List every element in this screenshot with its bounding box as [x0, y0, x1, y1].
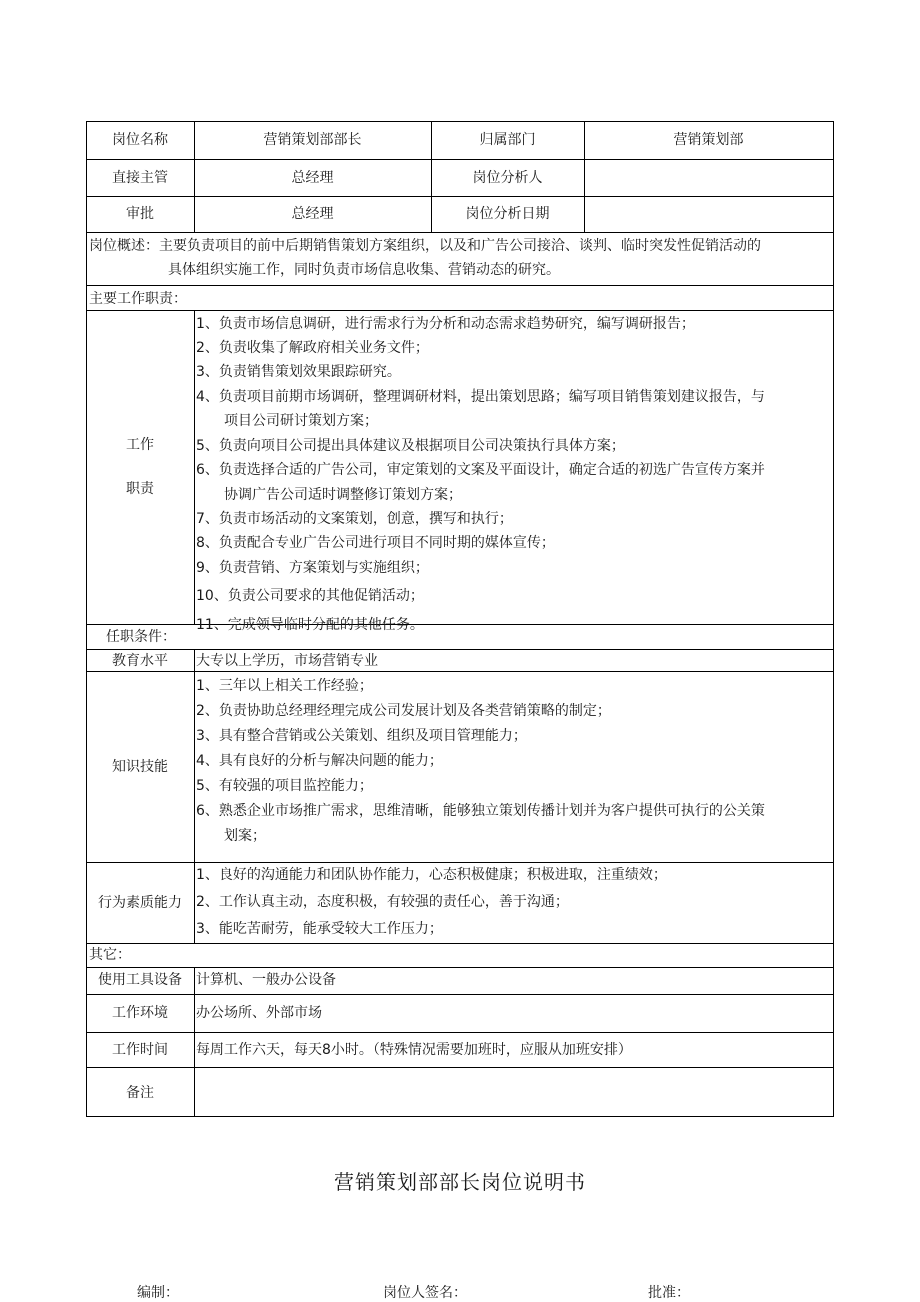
- value-approval: 总经理: [291, 206, 334, 222]
- value-environment: 办公场所、外部市场: [196, 1005, 322, 1021]
- skill-item-continued: 划案；: [224, 828, 266, 844]
- behavior-item: 3、能吃苦耐劳，能承受较大工作压力；: [196, 921, 443, 937]
- duty-item: 9、负责营销、方案策划与实施组织；: [196, 560, 429, 576]
- skill-item: 3、具有整合营销或公关策划、组织及项目管理能力；: [196, 728, 527, 744]
- skill-item: 6、熟悉企业市场推广需求，思维清晰，能够独立策划传播计划并为客户提供可执行的公关策: [196, 803, 765, 819]
- signature-approver: 批准：: [648, 1285, 690, 1301]
- overview-line-1: 岗位概述：主要负责项目的前中后期销售策划方案组织，以及和广告公司接洽、谈判、临时突发性促销活动的: [89, 238, 761, 254]
- label-behavior: 行为素质能力: [98, 895, 182, 911]
- label-analysis-date: 岗位分析日期: [465, 206, 550, 222]
- duty-item: 8、负责配合专业广告公司进行项目不同时期的媒体宣传；: [196, 535, 555, 551]
- label-hours: 工作时间: [112, 1042, 168, 1058]
- duty-item-continued: 协调广告公司适时调整修订策划方案；: [224, 487, 462, 503]
- value-hours: 每周工作六天，每天8小时。（特殊情况需要加班时，应服从加班安排）: [196, 1042, 632, 1058]
- value-education: 大专以上学历，市场营销专业: [196, 653, 378, 669]
- duty-item: 3、负责销售策划效果跟踪研究。: [196, 364, 401, 380]
- label-department: 归属部门: [479, 132, 536, 148]
- other-section-title: 其它：: [89, 947, 131, 963]
- overview-line-2: 具体组织实施工作，同时负责市场信息收集、营销动态的研究。: [168, 262, 560, 278]
- duty-item: 5、负责向项目公司提出具体建议及根据项目公司决策执行具体方案；: [196, 438, 625, 454]
- duties-section-title: 主要工作职责：: [89, 291, 187, 307]
- duties-label-line-1: 工作: [126, 437, 154, 453]
- label-job-title: 岗位名称: [112, 132, 168, 148]
- label-environment: 工作环境: [112, 1005, 168, 1021]
- label-remarks: 备注: [126, 1085, 154, 1101]
- signature-author: 编制：: [137, 1285, 179, 1301]
- document-title: 营销策划部部长岗位说明书: [334, 1170, 586, 1194]
- skill-item: 1、三年以上相关工作经验；: [196, 678, 373, 694]
- duty-item: 4、负责项目前期市场调研，整理调研材料，提出策划思路；编写项目销售策划建议报告，与: [196, 389, 765, 405]
- skill-item: 2、负责协助总经理经理完成公司发展计划及各类营销策略的制定；: [196, 703, 611, 719]
- duty-item-clipped: [196, 616, 796, 633]
- value-supervisor: 总经理: [291, 170, 334, 186]
- value-tools: 计算机、一般办公设备: [196, 972, 336, 988]
- behavior-item: 2、工作认真主动，态度积极，有较强的责任心，善于沟通；: [196, 894, 569, 910]
- label-tools: 使用工具设备: [98, 972, 182, 988]
- duty-item: 10、负责公司要求的其他促销活动；: [196, 588, 424, 604]
- duty-item: 7、负责市场活动的文案策划，创意，撰写和执行；: [196, 511, 513, 527]
- signature-holder: 岗位人签名：: [383, 1285, 467, 1301]
- label-skills: 知识技能: [112, 759, 168, 775]
- duty-item-continued: 项目公司研讨策划方案；: [224, 413, 378, 429]
- skill-item: 5、有较强的项目监控能力；: [196, 778, 373, 794]
- duty-item: 11、完成领导临时分配的其他任务。: [196, 617, 424, 633]
- behavior-item: 1、良好的沟通能力和团队协作能力，心态积极健康；积极进取，注重绩效；: [196, 867, 667, 883]
- label-supervisor: 直接主管: [112, 170, 168, 186]
- duty-item: 1、负责市场信息调研，进行需求行为分析和动态需求趋势研究，编写调研报告；: [196, 316, 695, 332]
- skill-item: 4、具有良好的分析与解决问题的能力；: [196, 753, 443, 769]
- duties-label-line-2: 职责: [126, 481, 154, 497]
- qualifications-section-title: 任职条件：: [106, 629, 176, 645]
- label-analyst: 岗位分析人: [472, 170, 543, 186]
- duty-item: 6、负责选择合适的广告公司，审定策划的文案及平面设计，确定合适的初选广告宣传方案并: [196, 462, 765, 478]
- value-job-title: 营销策划部部长: [263, 132, 362, 148]
- label-education: 教育水平: [112, 653, 168, 669]
- value-department: 营销策划部: [673, 132, 744, 148]
- duty-item: 2、负责收集了解政府相关业务文件；: [196, 340, 429, 356]
- label-approval: 审批: [126, 206, 154, 222]
